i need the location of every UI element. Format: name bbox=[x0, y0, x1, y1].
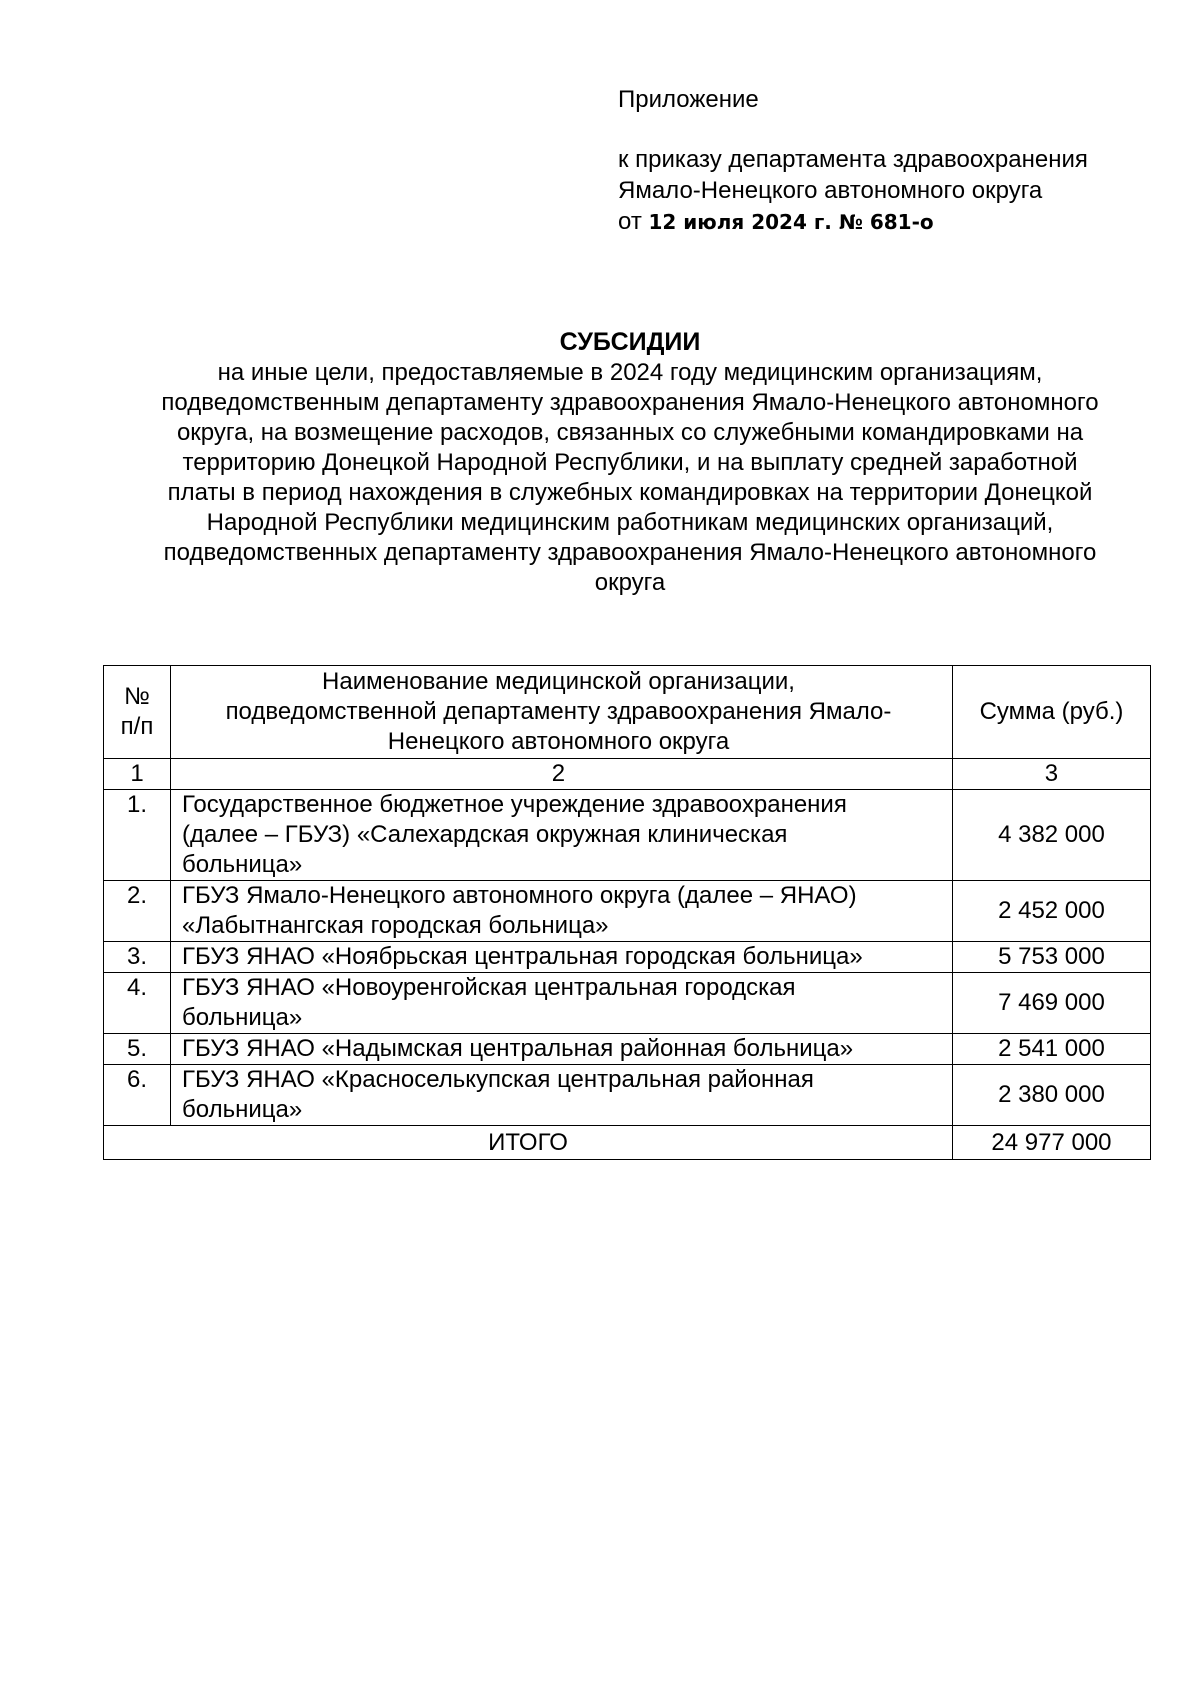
organization-name-line: (далее – ГБУЗ) «Салехардская окружная клиническая bbox=[182, 821, 788, 848]
header-sum-cell: Сумма (руб.) bbox=[952, 666, 1150, 759]
appendix-title: Приложение bbox=[618, 86, 759, 113]
header-name-line: Ненецкого автономного округа bbox=[387, 728, 730, 755]
table-row bbox=[104, 790, 1151, 881]
organization-name-line: ГБУЗ ЯНАО «Ноябрьская центральная городская больница» bbox=[182, 943, 863, 970]
subsidies-table bbox=[103, 665, 1151, 1160]
organization-name-line: ГБУЗ Ямало-Ненецкого автономного округа (далее – ЯНАО) bbox=[182, 882, 857, 909]
column-number: 2 bbox=[171, 759, 953, 790]
subsidy-amount: 2 541 000 bbox=[952, 1034, 1150, 1065]
organization-name-line: Государственное бюджетное учреждение здравоохранения bbox=[182, 791, 847, 818]
heading-line: подведомственным департаменту здравоохранения Ямало-Ненецкого автономного bbox=[161, 389, 1099, 416]
order-reference-line-1: к приказу департамента здравоохранения bbox=[618, 146, 1088, 173]
header-name-line: Наименование медицинской организации, bbox=[322, 668, 795, 695]
table-row bbox=[104, 942, 1151, 973]
row-number: 4. bbox=[104, 973, 171, 1034]
heading-line: округа bbox=[594, 569, 666, 596]
subsidy-amount: 2 380 000 bbox=[952, 1065, 1150, 1126]
subsidy-amount: 5 753 000 bbox=[952, 942, 1150, 973]
subsidy-amount: 4 382 000 bbox=[952, 790, 1150, 881]
column-number-row bbox=[104, 759, 1151, 790]
organization-name-line: «Лабытнангская городская больница» bbox=[182, 912, 609, 939]
table-header-row bbox=[104, 666, 1151, 759]
heading-line: на иные цели, предоставляемые в 2024 году медицинским организациям, bbox=[217, 359, 1043, 386]
organization-name-line: ГБУЗ ЯНАО «Красноселькупская центральная районная bbox=[182, 1066, 814, 1093]
organization-name-line: больница» bbox=[182, 851, 303, 878]
table-row bbox=[104, 881, 1151, 942]
heading-line: территорию Донецкой Народной Республики, и на выплату средней заработной bbox=[182, 449, 1078, 476]
row-number: 6. bbox=[104, 1065, 171, 1126]
table-row bbox=[104, 1034, 1151, 1065]
column-number: 1 bbox=[104, 759, 171, 790]
column-number: 3 bbox=[952, 759, 1150, 790]
document-heading bbox=[100, 326, 1160, 598]
organization-name bbox=[171, 881, 953, 942]
organization-name bbox=[171, 1065, 953, 1126]
total-row bbox=[104, 1126, 1151, 1160]
table-row bbox=[104, 1065, 1151, 1126]
header-name-cell bbox=[171, 666, 953, 759]
organization-name-line: больница» bbox=[182, 1004, 303, 1031]
order-date-prefix: от bbox=[618, 208, 642, 235]
header-num-line: п/п bbox=[120, 713, 154, 740]
subsidy-amount: 7 469 000 bbox=[952, 973, 1150, 1034]
heading-line: округа, на возмещение расходов, связанных со служебными командировками на bbox=[176, 419, 1084, 446]
appendix-block bbox=[618, 84, 1178, 238]
organization-name bbox=[171, 1034, 953, 1065]
organization-name-line: больница» bbox=[182, 1096, 303, 1123]
order-date-line bbox=[618, 206, 1178, 238]
organization-name bbox=[171, 973, 953, 1034]
row-number: 1. bbox=[104, 790, 171, 881]
organization-name-line: ГБУЗ ЯНАО «Надымская центральная районная больница» bbox=[182, 1035, 854, 1062]
organization-name bbox=[171, 942, 953, 973]
header-name-line: подведомственной департаменту здравоохранения Ямало- bbox=[225, 698, 892, 725]
total-amount: 24 977 000 bbox=[952, 1126, 1150, 1160]
table-row bbox=[104, 973, 1151, 1034]
heading-title: СУБСИДИИ bbox=[559, 328, 701, 356]
heading-description bbox=[100, 358, 1160, 598]
order-date-number: 12 июля 2024 г. № 681-о bbox=[648, 210, 934, 234]
order-reference-line-2: Ямало-Ненецкого автономного округа bbox=[618, 177, 1043, 204]
organization-name bbox=[171, 790, 953, 881]
heading-line: подведомственных департаменту здравоохранения Ямало-Ненецкого автономного bbox=[163, 539, 1097, 566]
heading-line: Народной Республики медицинским работникам медицинских организаций, bbox=[206, 509, 1054, 536]
row-number: 3. bbox=[104, 942, 171, 973]
row-number: 5. bbox=[104, 1034, 171, 1065]
organization-name-line: ГБУЗ ЯНАО «Новоуренгойская центральная городская bbox=[182, 974, 796, 1001]
total-label: ИТОГО bbox=[104, 1126, 953, 1160]
subsidy-amount: 2 452 000 bbox=[952, 881, 1150, 942]
row-number: 2. bbox=[104, 881, 171, 942]
header-num-line: № bbox=[124, 683, 150, 710]
header-num-cell bbox=[104, 666, 171, 759]
heading-line: платы в период нахождения в служебных командировках на территории Донецкой bbox=[167, 479, 1093, 506]
